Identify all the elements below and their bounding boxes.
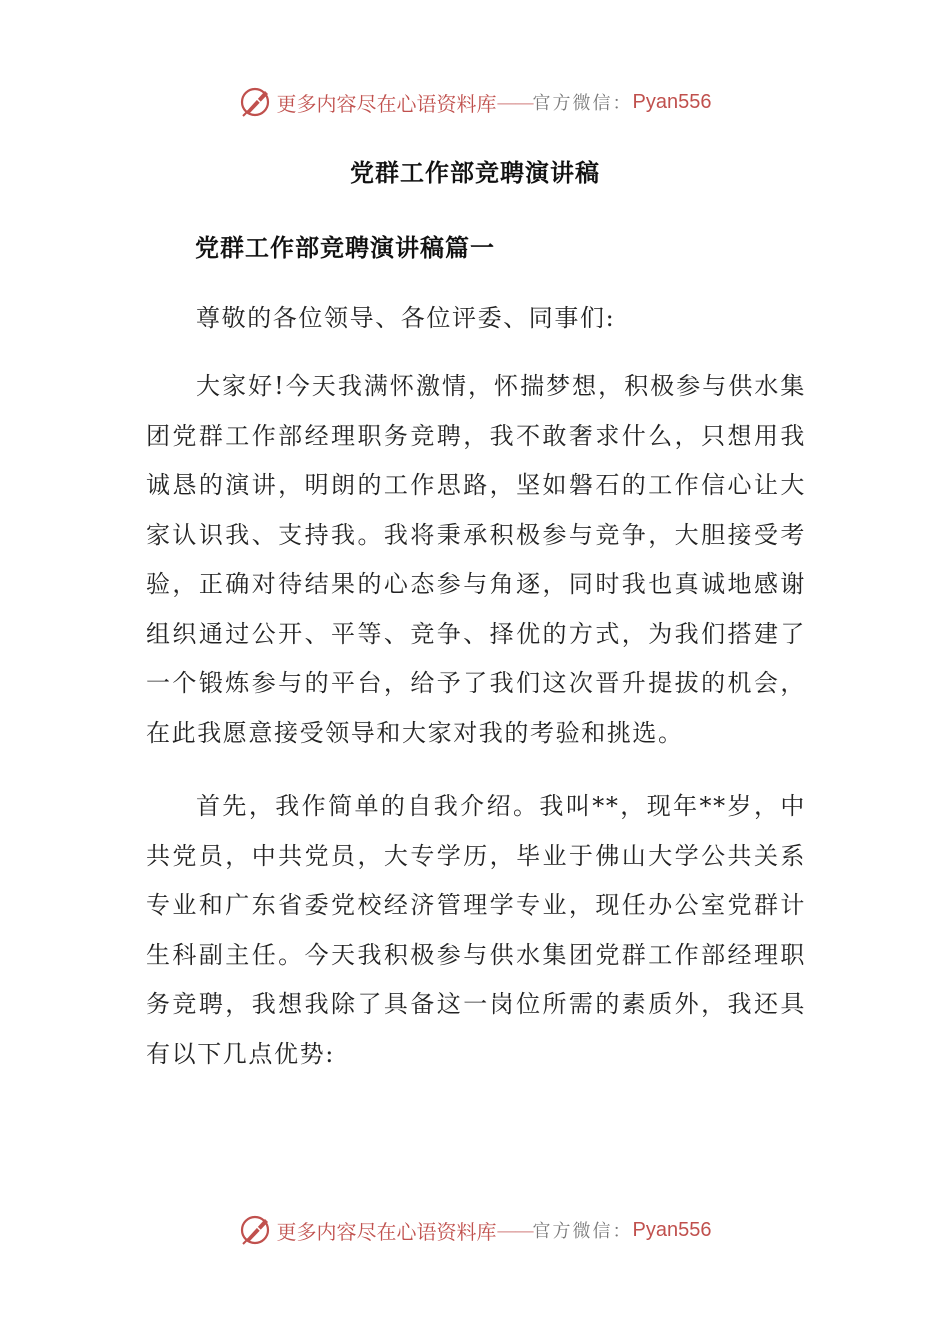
quill-pen-logo-icon <box>239 1213 273 1247</box>
header-watermark <box>0 82 950 122</box>
greeting-paragraph: 尊敬的各位领导、各位评委、同事们: <box>196 304 616 332</box>
body-paragraph: 大家好!今天我满怀激情，怀揣梦想，积极参与供水集团党群工作部经理职务竞聘，我不敢奢求什么，只想用我诚恳的演讲，明朗的工作思路，坚如磐石的工作信心让大家认识我、支持我。我将秉承积极参与竞争，大胆接受考验，正确对待结果的心态参与角逐，同时我也真诚地感谢组织通过公开、平等、竞争、择优的方式，为我们搭建了一个锻炼参与的平台，给予了我们这次晋升提拔的机会，在此我愿意接受领导和大家对我的考验和挑选。 <box>146 372 806 747</box>
document-subtitle: 党群工作部竞聘演讲稿篇一 <box>195 234 495 262</box>
document-title: 党群工作部竞聘演讲稿 <box>350 159 600 187</box>
watermark-separator: —— <box>496 1218 533 1242</box>
watermark-text: 更多内容尽在心语资料库 <box>276 91 497 116</box>
watermark-text: 更多内容尽在心语资料库 <box>276 1219 497 1244</box>
watermark-wechat-label: 官方微信： <box>532 1221 633 1242</box>
quill-pen-logo-icon <box>239 85 273 119</box>
watermark-wechat-id: Pyan556 <box>632 1218 712 1241</box>
watermark-wechat-id: Pyan556 <box>632 90 712 113</box>
watermark-wechat-label: 官方微信： <box>532 93 633 114</box>
watermark-separator: —— <box>496 90 533 114</box>
footer-watermark <box>0 1210 950 1250</box>
body-paragraph: 首先，我作简单的自我介绍。我叫**，现年**岁，中共党员，中共党员，大专学历，毕业于佛山大学公共关系专业和广东省委党校经济管理学专业，现任办公室党群计生科副主任。今天我积极参与供水集团党群工作部经理职务竞聘，我想我除了具备这一岗位所需的素质外，我还具有以下几点优势: <box>146 792 806 1068</box>
